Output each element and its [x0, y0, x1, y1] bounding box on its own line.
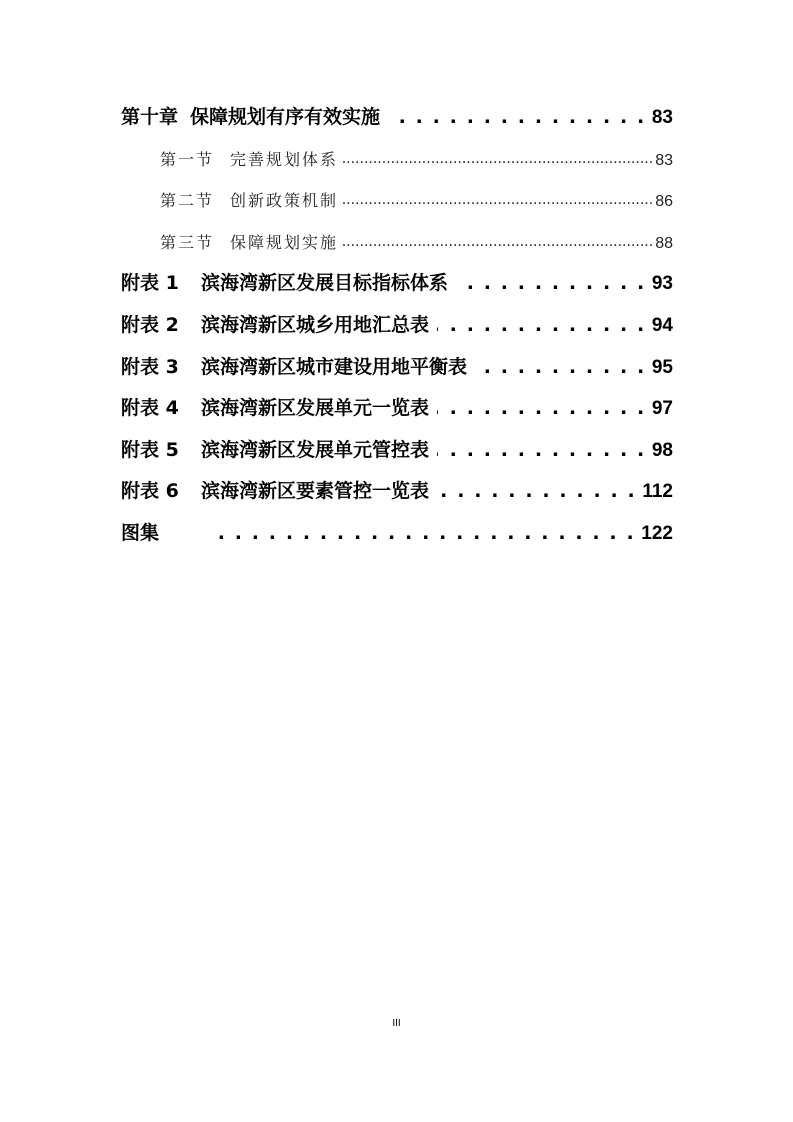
toc-entry-page: 95 — [651, 356, 673, 378]
page-number-footer: III — [392, 1018, 401, 1029]
toc-entry-label: 第三节 — [160, 232, 215, 252]
toc-entry-appendix-6[interactable] — [121, 471, 673, 513]
toc-entry-appendix-3[interactable] — [121, 347, 673, 389]
toc-entry-appendix-5[interactable] — [121, 430, 673, 472]
toc-entry-label: 第二节 — [160, 191, 215, 211]
toc-entry-title: 滨海湾新区发展单元一览表 — [201, 397, 430, 420]
toc-entry-title: 滨海湾新区城乡用地汇总表 — [201, 313, 430, 336]
toc-entry-title: 滨海湾新区城市建设用地平衡表 — [201, 355, 468, 378]
toc-entry-label: 图集 — [121, 521, 160, 544]
toc-entry-page: 112 — [642, 481, 673, 503]
toc-dot-leader — [342, 222, 653, 264]
toc-entry-label: 第一节 — [160, 149, 215, 169]
toc-dot-leader — [437, 388, 646, 430]
toc-dot-leader — [437, 471, 636, 513]
toc-dot-leader — [437, 305, 646, 347]
toc-entry-page: 93 — [651, 273, 673, 295]
toc-entry-page: 122 — [641, 522, 673, 544]
toc-entry-appendix-2[interactable] — [121, 305, 673, 347]
toc-entry-title: 滨海湾新区发展单元管控表 — [201, 438, 430, 461]
toc-entry-page: 86 — [655, 193, 673, 211]
toc-dot-leader — [342, 139, 653, 181]
toc-entry-appendix-1[interactable] — [121, 263, 673, 305]
toc-dot-leader — [388, 97, 646, 139]
toc-dot-leader — [342, 180, 653, 222]
toc-entry-title: 滨海湾新区要素管控一览表 — [201, 480, 430, 503]
toc-entry-page: 94 — [651, 314, 673, 336]
toc-entry-page: 98 — [651, 439, 673, 461]
toc-entry-section-3[interactable] — [121, 222, 673, 264]
toc-entry-label: 第十章 — [121, 106, 179, 128]
toc-entry-title: 创新政策机制 — [230, 191, 339, 211]
toc-dot-leader — [456, 263, 646, 305]
toc-entry-label: 附表 5 — [121, 438, 179, 461]
toc-entry-title: 完善规划体系 — [230, 149, 339, 169]
toc-entry-section-2[interactable] — [121, 180, 673, 222]
toc-entry-label: 附表 6 — [121, 480, 179, 503]
toc-entry-section-1[interactable] — [121, 139, 673, 181]
toc-entry-page: 97 — [651, 398, 673, 420]
toc-entry-title: 保障规划实施 — [230, 232, 339, 252]
toc-entry-label: 附表 2 — [121, 313, 179, 336]
toc-dot-leader — [209, 513, 635, 555]
toc-entry-page: 88 — [655, 234, 673, 252]
toc-entry-page: 83 — [651, 107, 673, 128]
toc-entry-atlas[interactable] — [121, 513, 673, 555]
toc-dot-leader — [437, 430, 646, 472]
toc-entry-title: 滨海湾新区发展目标指标体系 — [201, 272, 449, 295]
table-of-contents — [121, 97, 673, 555]
toc-entry-label: 附表 3 — [121, 355, 179, 378]
toc-entry-page: 83 — [655, 151, 673, 169]
toc-dot-leader — [475, 347, 646, 389]
toc-entry-label: 附表 4 — [121, 397, 179, 420]
toc-entry-chapter-10[interactable] — [121, 97, 673, 139]
toc-entry-title: 保障规划有序有效实施 — [190, 106, 381, 128]
toc-entry-appendix-4[interactable] — [121, 388, 673, 430]
toc-entry-label: 附表 1 — [121, 272, 179, 295]
